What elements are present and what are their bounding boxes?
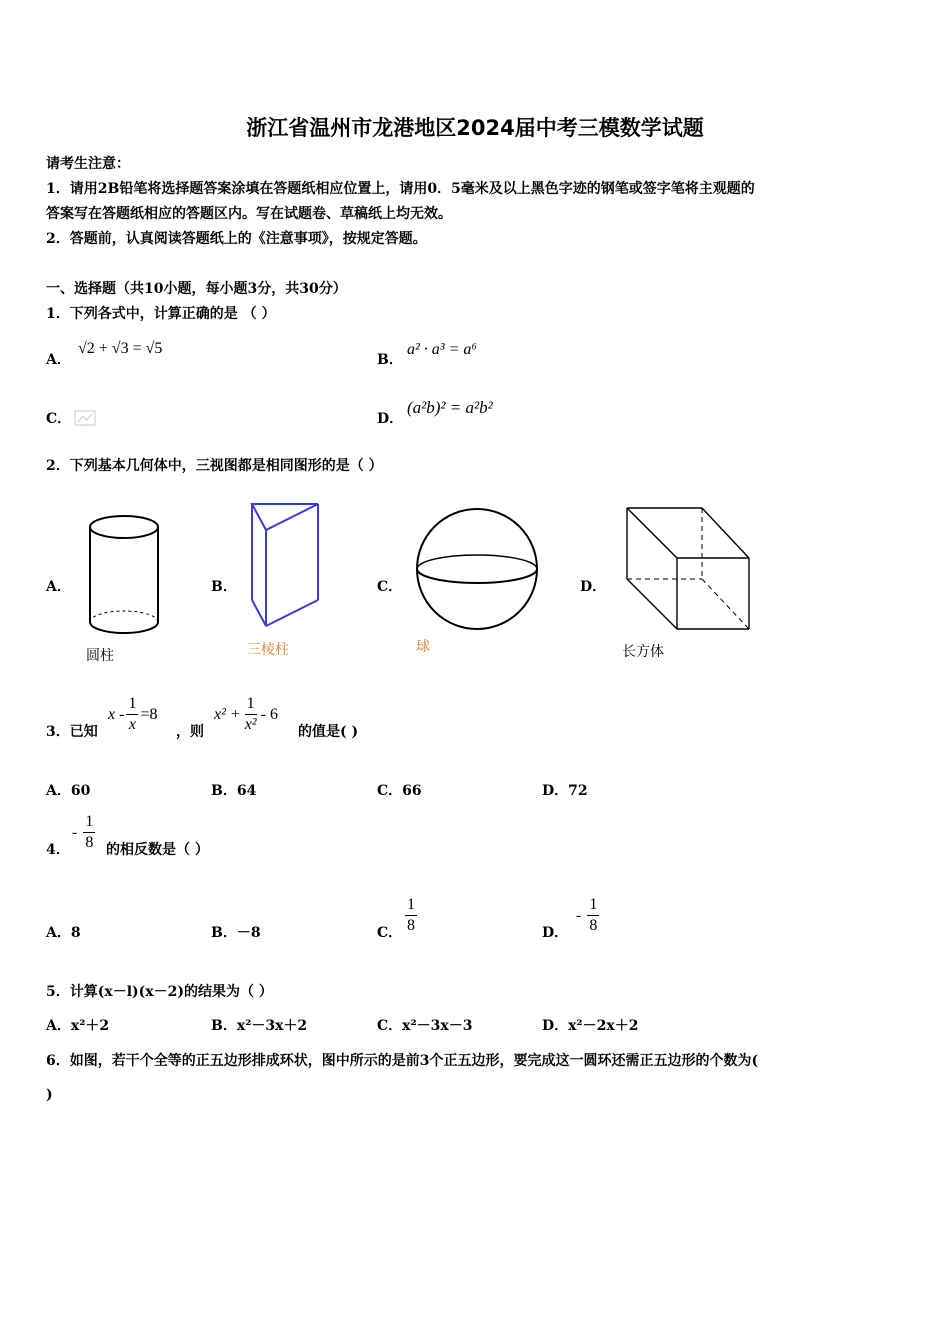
q3-option-d-label: D．	[542, 783, 569, 799]
q4-option-c-value	[405, 897, 417, 934]
q1-stem: 1．下列各式中，计算正确的是 （ ）	[46, 306, 276, 322]
q1-option-d-label: D．	[377, 411, 404, 427]
q5-option-d	[542, 1015, 638, 1035]
q5-option-d-value: x²－2x＋2	[568, 1018, 639, 1034]
q4-option-c-fraction	[405, 897, 417, 934]
q1-option-a-label: A．	[46, 352, 71, 368]
cylinder-figure	[86, 512, 166, 640]
q4-option-d-denominator: 8	[589, 917, 598, 934]
q3-condition-fraction	[126, 696, 138, 733]
q3-expression	[214, 696, 278, 733]
q3-option-c	[377, 780, 422, 800]
q2-option-a-label: A．	[46, 579, 71, 595]
triangular-prism-figure	[246, 500, 324, 632]
q3-expression-denominator: x²	[244, 716, 257, 733]
q3-condition-x: x -	[108, 705, 125, 723]
q1-option-c-image	[74, 410, 96, 430]
q4-option-d-value	[576, 897, 599, 934]
q4-suffix: 的相反数是（ ）	[106, 842, 209, 858]
q1-option-a-expr: √2 + √3 = √5	[78, 340, 163, 357]
q1-option-b-expr: a² · a³ = a⁶	[407, 341, 477, 358]
q2-stem: 2．下列基本几何体中，三视图都是相同图形的是（ ）	[46, 458, 383, 474]
notice-line-2: 答案写在答题纸相应的答题区内。写在试题卷、草稿纸上均无效。	[46, 206, 452, 222]
q4-option-a	[46, 922, 81, 942]
q3-condition	[108, 696, 157, 733]
q4-prefix: 4．	[46, 842, 70, 858]
section-heading: 一、选择题（共10小题，每小题3分，共30分）	[46, 281, 347, 297]
q4-option-d-minus: -	[576, 906, 582, 924]
q5-option-d-label: D．	[542, 1018, 569, 1034]
page-title: 浙江省温州市龙港地区2024届中考三模数学试题	[246, 116, 704, 140]
q3-option-b-value: 64	[236, 783, 257, 799]
q5-option-b-value: x²－3x＋2	[236, 1018, 308, 1034]
q4-option-a-label: A．	[46, 925, 71, 941]
q4-option-b	[211, 922, 261, 942]
q4-option-c-denominator: 8	[407, 917, 415, 934]
q3-expression-tail: - 6	[260, 705, 278, 723]
q4-numerator: 1	[83, 814, 95, 833]
q6-stem-line-1: 6．如图，若干个全等的正五边形排成环状，图中所示的是前3个正五边形，要完成这一圆环还需正五边形的个数为(	[46, 1053, 759, 1069]
q3-option-c-label: C．	[377, 783, 403, 799]
sphere-figure	[414, 506, 540, 632]
q3-option-a-label: A．	[46, 783, 71, 799]
q3-option-a-value: 60	[70, 783, 91, 799]
q4-number	[72, 814, 95, 851]
q3-mid: ，则	[176, 724, 204, 740]
cylinder-caption: 圆柱	[86, 648, 114, 664]
q1-option-b-label: B．	[377, 352, 403, 368]
q2-option-b-label: B．	[211, 579, 237, 595]
notice-line-3: 2．答题前，认真阅读答题纸上的《注意事项》，按规定答题。	[46, 231, 427, 247]
q3-expression-x: x² +	[214, 705, 241, 723]
q3-condition-numerator: 1	[126, 696, 138, 715]
q4-option-d-fraction	[587, 897, 599, 934]
q1-option-c-label: C．	[46, 411, 72, 427]
q5-option-a	[46, 1015, 109, 1035]
q5-option-b	[211, 1015, 307, 1035]
q3-expression-fraction	[243, 696, 259, 733]
q5-stem: 5．计算(x－l)(x－2)的结果为（ ）	[46, 984, 273, 1000]
q4-fraction	[83, 814, 95, 851]
q4-option-d-numerator: 1	[587, 897, 599, 916]
q4-option-b-label: B．	[211, 925, 237, 941]
cuboid-caption: 长方体	[622, 644, 664, 660]
q3-option-c-value: 66	[402, 783, 422, 799]
q5-option-c-label: C．	[377, 1018, 403, 1034]
q4-option-a-value: 8	[70, 925, 81, 941]
q3-option-a	[46, 780, 90, 800]
broken-image-icon	[74, 410, 96, 426]
q5-option-a-value: x²＋2	[70, 1018, 110, 1034]
q3-expression-numerator: 1	[245, 696, 257, 715]
notice-heading: 请考生注意：	[46, 156, 130, 172]
q3-prefix: 3．已知	[46, 724, 98, 740]
notice-line-1: 1．请用2B铅笔将选择题答案涂填在答题纸相应位置上，请用0．5毫米及以上黑色字迹的钢笔或签字笔将主观题的	[46, 181, 755, 197]
q4-option-c-numerator: 1	[405, 897, 417, 916]
q3-suffix: 的值是( )	[298, 724, 359, 740]
q3-option-b	[211, 780, 256, 800]
q4-option-c-label: C．	[377, 925, 403, 941]
q5-option-a-label: A．	[46, 1018, 71, 1034]
q1-option-d-expr: (a²b)² = a²b²	[407, 398, 493, 417]
q2-option-d-label: D．	[580, 579, 607, 595]
q4-option-d-label: D．	[542, 925, 569, 941]
q3-condition-denominator: x	[128, 716, 136, 733]
q3-option-b-label: B．	[211, 783, 237, 799]
q5-option-c-value: x²－3x－3	[402, 1018, 473, 1034]
q5-option-c	[377, 1015, 472, 1035]
q6-stem-line-2: )	[46, 1087, 53, 1103]
sphere-caption: 球	[416, 639, 430, 655]
prism-caption: 三棱柱	[247, 642, 289, 658]
q2-option-c-label: C．	[377, 579, 403, 595]
q4-minus: -	[72, 823, 78, 841]
q5-option-b-label: B．	[211, 1018, 237, 1034]
q3-option-d	[542, 780, 588, 800]
q4-option-b-value: －8	[236, 925, 261, 941]
q3-condition-equals: =8	[140, 705, 158, 723]
cuboid-figure	[622, 504, 754, 634]
q3-option-d-value: 72	[568, 783, 588, 799]
q4-denominator: 8	[85, 834, 94, 851]
